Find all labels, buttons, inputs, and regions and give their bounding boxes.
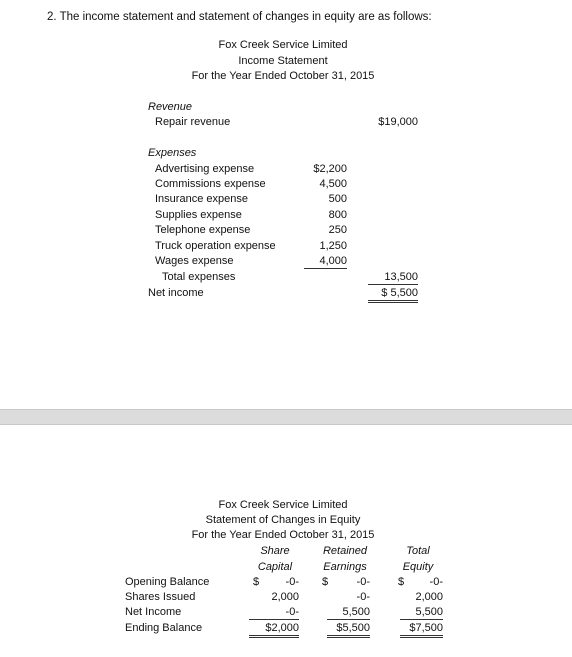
share-capital-header: Capital	[257, 561, 293, 573]
share-capital-value: -0-	[285, 576, 299, 588]
total-equity-value: 5,500	[400, 605, 443, 620]
net-income-label: Net income	[148, 287, 204, 299]
retained-earnings-value: -0-	[356, 591, 370, 603]
retained-earnings-value: -0-	[356, 576, 370, 588]
question-text: 2. The income statement and statement of changes in equity are as follows:	[47, 11, 432, 23]
expense-amount: 250	[328, 224, 347, 236]
share-capital-value: $2,000	[249, 621, 299, 638]
income-statement-title: Income Statement	[238, 55, 328, 67]
income-company-name: Fox Creek Service Limited	[218, 39, 348, 51]
expense-amount: 800	[328, 209, 347, 221]
expense-amount: 500	[328, 193, 347, 205]
dollar-sign: $	[253, 576, 260, 588]
total-expenses-amount: 13,500	[368, 270, 418, 285]
total-equity-value: $7,500	[400, 621, 443, 638]
equity-row-label: Opening Balance	[125, 576, 210, 588]
equity-company-name: Fox Creek Service Limited	[218, 499, 348, 511]
expense-label: Telephone expense	[155, 224, 251, 236]
share-capital-value: 2,000	[271, 591, 299, 603]
revenue-heading: Revenue	[148, 101, 193, 113]
expense-amount: 4,000	[304, 254, 347, 269]
revenue-label: Repair revenue	[155, 116, 231, 128]
revenue-amount: $19,000	[378, 116, 418, 128]
equity-statement-title: Statement of Changes in Equity	[205, 514, 361, 526]
expense-label: Supplies expense	[155, 209, 242, 221]
total-equity-header: Equity	[402, 561, 434, 573]
retained-earnings-header: Earnings	[323, 561, 367, 573]
expense-label: Insurance expense	[155, 193, 248, 205]
dollar-sign: $	[398, 576, 405, 588]
expenses-heading: Expenses	[148, 147, 197, 159]
expense-label: Commissions expense	[155, 178, 266, 190]
total-expenses-label: Total expenses	[162, 271, 236, 283]
net-income-amount: $ 5,500	[368, 286, 418, 303]
total-equity-header: Total	[406, 545, 430, 557]
expense-amount: $2,200	[313, 163, 347, 175]
share-capital-value: -0-	[249, 605, 299, 620]
equity-row-label: Shares Issued	[125, 591, 196, 603]
retained-earnings-value: 5,500	[327, 605, 370, 620]
expense-label: Truck operation expense	[155, 240, 276, 252]
total-equity-value: 2,000	[415, 591, 443, 603]
income-statement-period: For the Year Ended October 31, 2015	[191, 70, 375, 82]
total-equity-value: -0-	[429, 576, 443, 588]
share-capital-header: Share	[260, 545, 290, 557]
equity-row-label: Ending Balance	[125, 622, 203, 634]
expense-amount: 1,250	[319, 240, 347, 252]
expense-amount: 4,500	[319, 178, 347, 190]
retained-earnings-value: $5,500	[327, 621, 370, 638]
equity-row-label: Net Income	[125, 606, 182, 618]
dollar-sign: $	[322, 576, 329, 588]
equity-statement-period: For the Year Ended October 31, 2015	[191, 529, 375, 541]
page-divider	[0, 409, 572, 425]
expense-label: Wages expense	[155, 255, 234, 267]
expense-label: Advertising expense	[155, 163, 255, 175]
retained-earnings-header: Retained	[322, 545, 368, 557]
